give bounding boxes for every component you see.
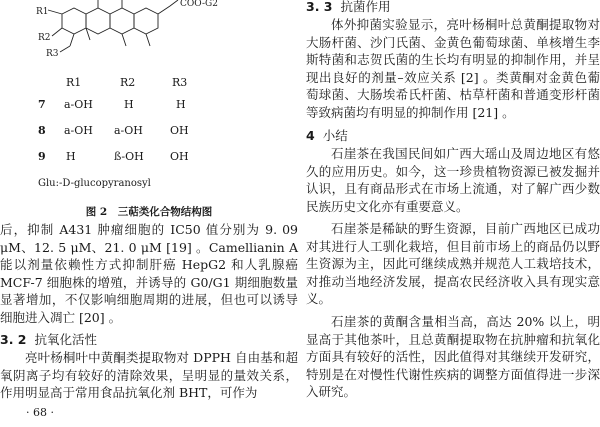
section-title: 小结 bbox=[322, 128, 348, 143]
glucopyranosyl-note: Glu:-D-glucopyranosyl bbox=[38, 178, 151, 189]
page-number: · 68 · bbox=[26, 406, 54, 419]
header-r3: R3 bbox=[172, 76, 188, 89]
substituent-row-7: 7 a-OH H H bbox=[38, 98, 186, 111]
section-number: 4 bbox=[306, 128, 315, 143]
section-number: 3. 2 bbox=[0, 332, 27, 347]
left-paragraph-2: 亮叶杨桐叶中黄酮类提取物对 DPPH 自由基和超氧阴离子均有较好的清除效果，呈明显的量效关系，作用明显高于常用食品抗氧化剂 BHT，可作为 bbox=[0, 350, 298, 401]
section-number: 3. 3 bbox=[306, 0, 333, 14]
substituent-row-9: 9 H ß-OH OH bbox=[38, 150, 189, 163]
substituent-row-8: 8 a-OH a-OH OH bbox=[38, 124, 189, 137]
right-paragraph-4: 石崖茶的黄酮含量相当高，高达 20% 以上，明显高于其他茶叶，且总黄酮提取物在抗肿瘤和抗氧化方面具有较好的活性，因此值得对其继续开发研究，特别是在对慢性代谢性疾病的调整方面值得进一步深入研究。 bbox=[306, 314, 600, 400]
section-heading-4 bbox=[306, 127, 348, 145]
right-paragraph-2: 石崖茶在我国民间如广西大瑶山及周边地区有悠久的应用历史。如今，这一珍贵植物资源已被发掘并认识，且有商品形式在市场上流通，对了解广西少数民族历史文化亦有重要意义。 bbox=[306, 146, 600, 214]
section-title: 抗氧化活性 bbox=[34, 332, 98, 347]
figure-caption: 图 2 三萜类化合物结构图 bbox=[85, 206, 213, 218]
label-r1: R1 bbox=[36, 7, 49, 17]
section-heading-3-2 bbox=[0, 331, 97, 349]
section-title: 抗菌作用 bbox=[340, 0, 391, 14]
header-r1: R1 bbox=[66, 76, 82, 89]
right-paragraph-3: 石崖茶是稀缺的野生资源，目前广西地区已成功对其进行人工驯化栽培，但目前市场上的商品仍以野生资源为主，因此可继续成熟并规范人工栽培技术，对推动当地经济发展，提高农民经济收入具有现实意义。 bbox=[306, 221, 600, 307]
triterpene-structure-diagram bbox=[0, 0, 298, 66]
header-r2: R2 bbox=[120, 76, 136, 89]
label-r3: R3 bbox=[46, 49, 59, 59]
label-coo-g2: COO-G2 bbox=[180, 0, 218, 9]
left-paragraph-1: 后，抑制 A431 肿瘤细胞的 IC50 值分别为 9. 09 μM、12. 5 μM、21. 0 μM [19] 。Camellianin A 能以剂量依赖性方式抑制肝癌 HepG2 和人乳腺癌 MCF-7 细胞株的增殖，并诱导的 G0/G1 期细胞数量显著增加，不仅影响细胞周期的进展，但也可以诱导细胞进入凋亡 [20] 。 bbox=[0, 222, 298, 325]
section-heading-3-3 bbox=[306, 0, 391, 16]
label-r2: R2 bbox=[38, 33, 51, 43]
substituent-header-row bbox=[0, 76, 298, 92]
right-paragraph-1: 体外抑菌实验显示，亮叶杨桐叶总黄酮提取物对大肠杆菌、沙门氏菌、金黄色葡萄球菌、单核增生李斯特菌和志贺氏菌的生长均有明显的抑制作用，并呈现出良好的剂量–效应关系 [2] 。类黄酮对金黄色葡萄球菌、大肠埃希氏杆菌、枯草杆菌和普通变形杆菌等致病菌均有明显的抑制作用 [21] 。 bbox=[306, 17, 600, 120]
